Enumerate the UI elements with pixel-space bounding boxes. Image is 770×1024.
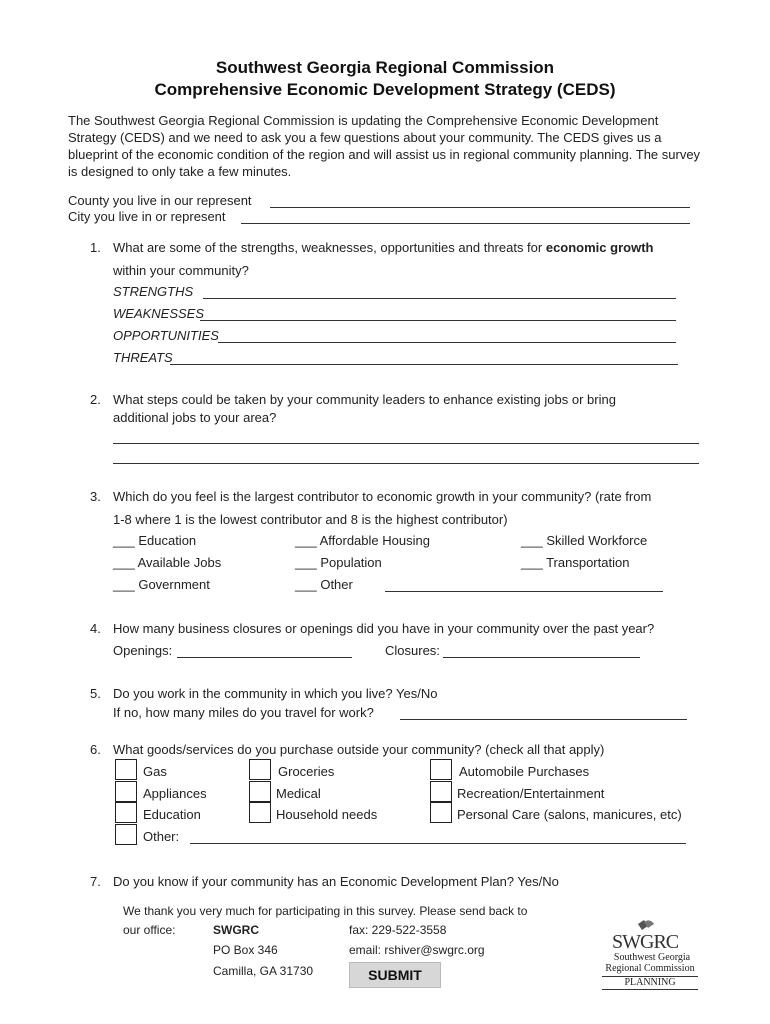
checkbox-appliances[interactable] [115, 781, 137, 802]
other-label: Other: [143, 829, 180, 844]
q3-option-available-jobs[interactable] [113, 555, 221, 570]
q3-option-population[interactable] [295, 555, 382, 570]
q7-number: 7. [90, 874, 101, 889]
q5-number: 5. [90, 686, 101, 701]
q1-number: 1. [90, 240, 101, 255]
q1-text-cont: within your community? [113, 263, 249, 278]
option-label: Available Jobs [137, 555, 222, 570]
city-field[interactable] [241, 223, 690, 224]
logo-line1: Southwest Georgia [613, 952, 691, 963]
checkbox-household[interactable] [249, 802, 271, 823]
q6-other-field[interactable] [190, 843, 686, 844]
q2-text-line2: additional jobs to your area? [113, 410, 277, 425]
county-field[interactable] [270, 207, 690, 208]
thanks-text: We thank you very much for participating in this survey. Please send back to [123, 904, 528, 918]
checkbox-label: Automobile Purchases [459, 764, 590, 779]
svg-text:SWGRC: SWGRC [612, 931, 679, 953]
weaknesses-label: WEAKNESSES [113, 306, 205, 321]
strengths-field[interactable] [203, 298, 676, 299]
rank-blank: ___ [295, 533, 317, 548]
rank-blank: ___ [295, 555, 317, 570]
q3-text-line1: Which do you feel is the largest contributor to economic growth in your community? (rate from [113, 489, 652, 504]
q5-text-line1: Do you work in the community in which you live? Yes/No [113, 686, 438, 701]
checkbox-automobile[interactable] [430, 759, 452, 780]
rank-blank: ___ [113, 577, 135, 592]
page-subtitle: Comprehensive Economic Development Strategy (CEDS) [154, 80, 616, 99]
checkbox-label: Groceries [278, 764, 335, 779]
intro-paragraph: The Southwest Georgia Regional Commission is updating the Comprehensive Economic Development Strategy (CEDS) and we need to ask you a few questions about your community. The CEDS gives us a blueprint of the economic condition of the region and will assist us in regional community planning. The survey is designed to only take a few minutes. [68, 113, 701, 179]
q2-number: 2. [90, 392, 101, 407]
q3-option-education[interactable] [113, 533, 196, 548]
strengths-label: STRENGTHS [113, 284, 194, 299]
q2-answer-line-1[interactable] [113, 443, 699, 444]
fax: fax: 229-522-3558 [349, 923, 447, 937]
email: email: rshiver@swgrc.org [349, 943, 485, 957]
city-label: City you live in or represent [68, 209, 226, 224]
option-label: Government [138, 577, 210, 592]
q2-text-line1: What steps could be taken by your community leaders to enhance existing jobs or bring [113, 392, 616, 407]
q1-text [113, 240, 653, 255]
threats-field[interactable] [170, 364, 678, 365]
option-label: Other [320, 577, 353, 592]
rank-blank: ___ [113, 533, 135, 548]
swgrc-logo [598, 918, 702, 992]
q3-number: 3. [90, 489, 101, 504]
weaknesses-field[interactable] [200, 320, 676, 321]
option-label: Transportation [546, 555, 630, 570]
checkbox-label: Household needs [276, 807, 378, 822]
threats-label: THREATS [113, 350, 173, 365]
checkbox-personal-care[interactable] [430, 802, 452, 823]
q4-text: How many business closures or openings did you have in your community over the past year? [113, 621, 655, 636]
checkbox-label: Appliances [143, 786, 207, 801]
submit-button[interactable]: SUBMIT [349, 962, 441, 988]
county-label: County you live in our represent [68, 193, 252, 208]
rank-blank: ___ [521, 555, 543, 570]
checkbox-label: Recreation/Entertainment [457, 786, 605, 801]
q7-text: Do you know if your community has an Economic Development Plan? Yes/No [113, 874, 559, 889]
q4-number: 4. [90, 621, 101, 636]
checkbox-education[interactable] [115, 802, 137, 823]
option-label: Education [138, 533, 197, 548]
checkbox-label: Personal Care (salons, manicures, etc) [457, 807, 682, 822]
opportunities-field[interactable] [218, 342, 676, 343]
checkbox-groceries[interactable] [249, 759, 271, 780]
checkbox-medical[interactable] [249, 781, 271, 802]
checkbox-label: Gas [143, 764, 167, 779]
q3-option-other[interactable] [295, 577, 353, 592]
checkbox-label: Education [143, 807, 201, 822]
q5-text-line2: If no, how many miles do you travel for work? [113, 705, 374, 720]
q3-option-transportation[interactable] [521, 555, 629, 570]
rank-blank: ___ [113, 555, 135, 570]
page-title: Southwest Georgia Regional Commission [215, 58, 555, 77]
option-label: Affordable Housing [319, 533, 430, 548]
logo-line3: PLANNING [602, 976, 698, 990]
q3-option-skilled-workforce[interactable] [521, 533, 647, 548]
miles-field[interactable] [400, 719, 687, 720]
q3-option-government[interactable] [113, 577, 210, 592]
q3-option-affordable-housing[interactable] [295, 533, 430, 548]
checkbox-recreation[interactable] [430, 781, 452, 802]
openings-field[interactable] [177, 657, 352, 658]
org-name: SWGRC [213, 923, 259, 937]
po-box: PO Box 346 [213, 943, 278, 957]
q3-other-field[interactable] [385, 591, 663, 592]
q1-text-bold: economic growth [545, 240, 654, 255]
rank-blank: ___ [521, 533, 543, 548]
closures-field[interactable] [443, 657, 640, 658]
q2-answer-line-2[interactable] [113, 463, 699, 464]
q6-text: What goods/services do you purchase outside your community? (check all that apply) [113, 742, 605, 757]
logo-line2: Regional Commission [605, 963, 695, 974]
opportunities-label: OPPORTUNITIES [113, 328, 219, 343]
rank-blank: ___ [295, 577, 317, 592]
option-label: Population [320, 555, 382, 570]
openings-label: Openings: [113, 643, 173, 658]
option-label: Skilled Workforce [546, 533, 648, 548]
q3-text-line2: 1-8 where 1 is the lowest contributor and 8 is the highest contributor) [113, 512, 508, 527]
checkbox-label: Medical [276, 786, 321, 801]
checkbox-other[interactable] [115, 824, 137, 845]
our-office-label: our office: [123, 923, 176, 937]
q1-text-a: What are some of the strengths, weaknesses, opportunities and threats for [113, 240, 546, 255]
city-zip: Camilla, GA 31730 [213, 964, 314, 978]
checkbox-gas[interactable] [115, 759, 137, 780]
q6-number: 6. [90, 742, 101, 757]
closures-label: Closures: [385, 643, 440, 658]
